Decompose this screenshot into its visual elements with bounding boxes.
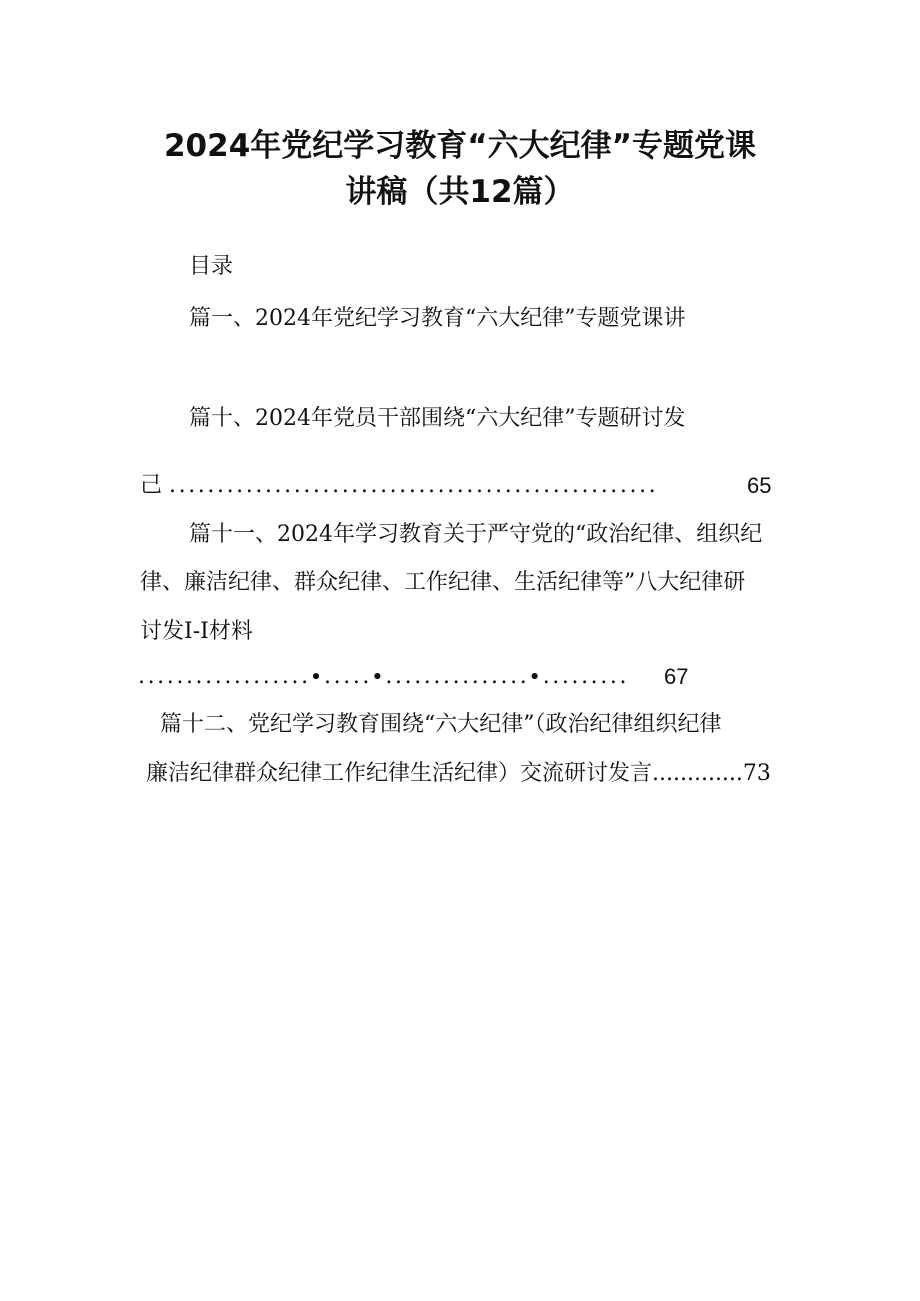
toc-entry-10-tail: 己 <box>140 473 163 498</box>
toc-entry-11-line-1: 篇十一、2024年学习教育关于严守党的“政治纪律、组织纪 <box>189 522 763 547</box>
toc-entry-11-line-3: 讨发I-I材料 <box>140 619 253 644</box>
toc-entry-11-leader-line <box>138 662 629 692</box>
toc-entry-10-leader: ................................................... <box>169 473 659 498</box>
toc-entry-10-line-1: 篇十、2024年党员干部围绕“六大纪律”专题研讨发 <box>189 406 686 431</box>
toc-entry-1: 篇一、2024年党纪学习教育“六大纪律”专题党课讲 <box>189 306 686 331</box>
toc-entry-10-page: 65 <box>747 473 772 498</box>
toc-entry-12-line-2: 廉洁纪律群众纪律工作纪律生活纪律）交流研讨发言.............73 <box>146 761 771 786</box>
toc-entry-10-line-2 <box>140 471 658 501</box>
toc-entry-11-line-2: 律、廉洁纪律、群众纪律、工作纪律、生活纪律等”八大纪律研 <box>140 570 746 595</box>
toc-entry-11-leader: ..................∙.....∙...............∙......... <box>138 664 630 689</box>
toc-entry-12-line-1: 篇十二、党纪学习教育围绕“六大纪律”（政治纪律组织纪律 <box>160 712 722 737</box>
toc-heading: 目录 <box>189 254 234 279</box>
toc-entry-11-page: 67 <box>664 664 689 689</box>
document-title-line-1: 2024年党纪学习教育“六大纪律”专题党课 <box>163 128 757 164</box>
document-title-line-2: 讲稿（共12篇） <box>345 174 575 210</box>
